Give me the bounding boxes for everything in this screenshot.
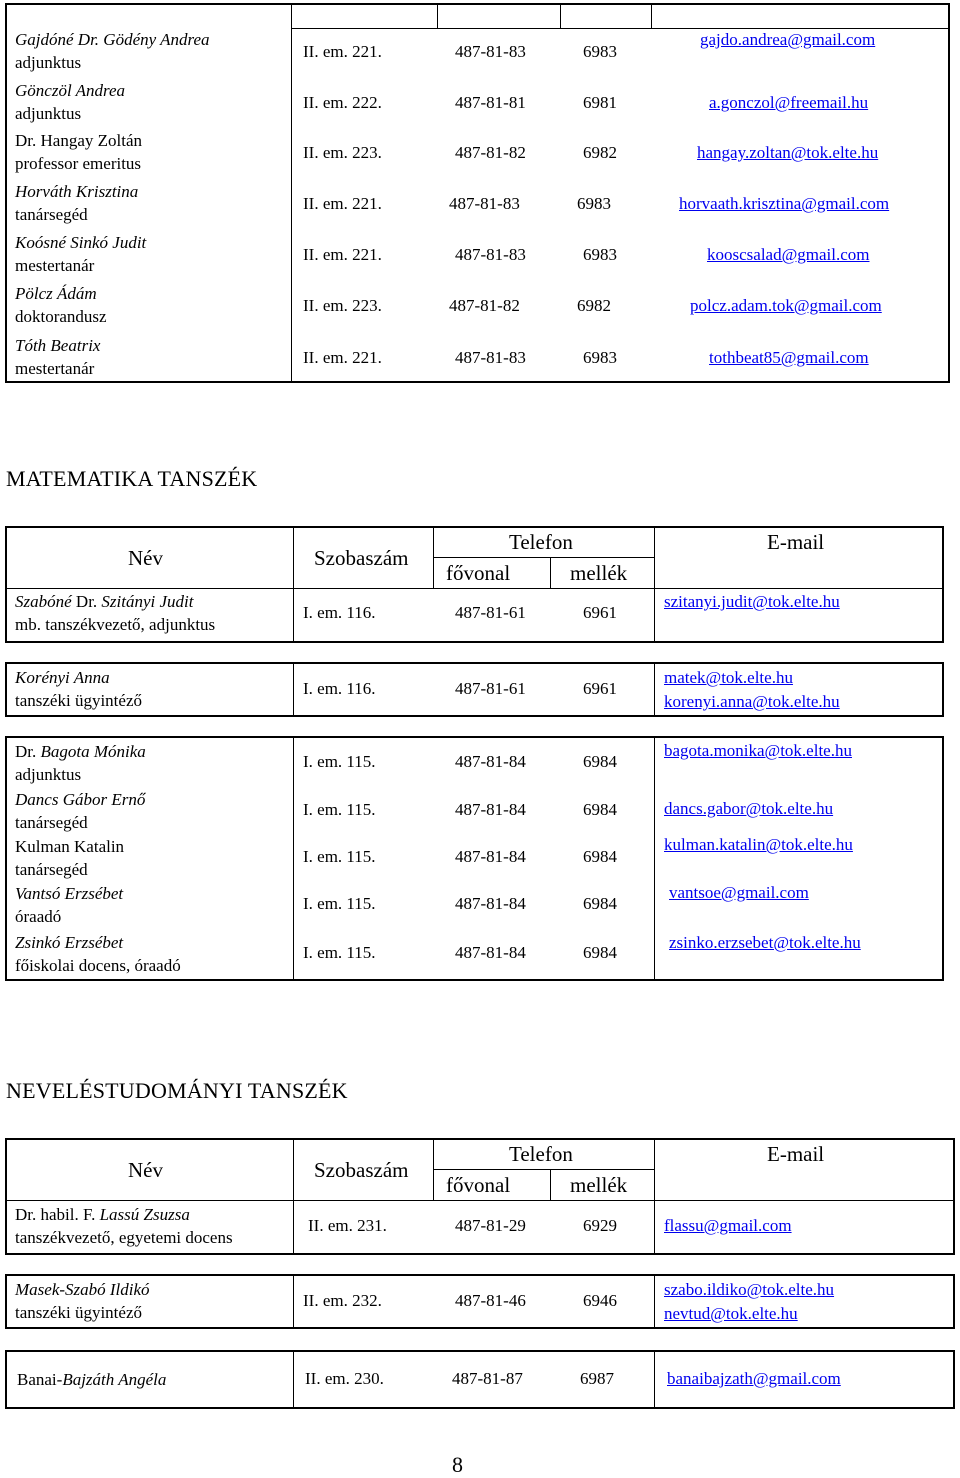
email-link[interactable]: kooscsalad@gmail.com xyxy=(707,245,870,264)
staff-role: óraadó xyxy=(15,907,62,926)
neveles-head-row-rule xyxy=(5,1200,955,1201)
staff-role: adjunktus xyxy=(15,104,82,123)
room: II. em. 223. xyxy=(303,296,382,315)
main-line: 487-81-83 xyxy=(449,194,520,213)
staff-name-block xyxy=(15,882,123,928)
room: II. em. 223. xyxy=(303,143,382,162)
section-title-neveles: NEVELÉSTUDOMÁNYI TANSZÉK xyxy=(6,1078,348,1103)
math-phone-rule-v xyxy=(433,526,434,588)
staff-role: adjunktus xyxy=(15,765,82,784)
name: Masek-Szabó Ildikó xyxy=(15,1280,150,1299)
staff-role: tanársegéd xyxy=(15,813,88,832)
math-admin-col-rule xyxy=(654,662,655,717)
extension: 6929 xyxy=(583,1216,617,1235)
extension: 6984 xyxy=(583,894,617,913)
room: I. em. 115. xyxy=(303,847,376,866)
staff-name-block xyxy=(15,79,125,125)
email-link[interactable]: polcz.adam.tok@gmail.com xyxy=(690,296,882,315)
email-link[interactable]: matek@tok.elte.hu xyxy=(664,668,793,687)
staff-role: professor emeritus xyxy=(15,154,142,173)
staff-name-block xyxy=(15,931,181,977)
header-extension: mellék xyxy=(570,561,628,585)
neveles-phone-rule xyxy=(433,1169,654,1170)
email-link[interactable]: korenyi.anna@tok.elte.hu xyxy=(664,692,840,711)
header-name: Név xyxy=(128,1158,163,1182)
staff-name: Tóth Beatrix xyxy=(15,336,101,355)
staff-name-block xyxy=(15,282,107,328)
main-line: 487-81-61 xyxy=(455,679,526,698)
name-prefix: Banai- xyxy=(17,1370,63,1389)
role: tanszéki ügyintéző xyxy=(15,1303,142,1322)
header-email: E-mail xyxy=(767,1142,825,1166)
email-link[interactable]: hangay.zoltan@tok.elte.hu xyxy=(697,143,879,162)
staff-role: doktorandusz xyxy=(15,307,107,326)
neveles-last-name xyxy=(17,1368,166,1391)
name-rest: Bajzáth Angéla xyxy=(62,1370,167,1389)
room: II. em. 222. xyxy=(303,93,382,112)
staff-role: mestertanár xyxy=(15,256,95,275)
neveles-last-col-rule xyxy=(293,1350,294,1409)
main-line: 487-81-84 xyxy=(455,752,526,771)
math-admin-col-rule xyxy=(293,662,294,717)
email-link[interactable]: nevtud@tok.elte.hu xyxy=(664,1304,798,1323)
section-title-matematika: MATEMATIKA TANSZÉK xyxy=(6,466,258,491)
extension: 6982 xyxy=(583,143,617,162)
extension: 6961 xyxy=(583,603,617,622)
room: I. em. 115. xyxy=(303,800,376,819)
name-dr: Dr. xyxy=(75,592,98,611)
math-staff-col-rule xyxy=(654,736,655,981)
main-line: 487-81-87 xyxy=(452,1369,523,1388)
math-head-col-rule xyxy=(293,526,294,643)
extension: 6983 xyxy=(577,194,611,213)
main-line: 487-81-29 xyxy=(455,1216,526,1235)
neveles-phone-rule-v xyxy=(550,1169,551,1200)
top-table-col-rule xyxy=(560,4,561,28)
staff-name: Kulman Katalin xyxy=(15,837,125,856)
staff-name: Vantsó Erzsébet xyxy=(15,884,124,903)
main-line: 487-81-46 xyxy=(455,1291,526,1310)
staff-name: Dr. Hangay Zoltán xyxy=(15,131,142,150)
extension: 6984 xyxy=(583,847,617,866)
neveles-head-col-rule xyxy=(654,1138,655,1255)
room: II. em. 231. xyxy=(308,1216,387,1235)
top-table-col-rule xyxy=(651,4,652,28)
extension: 6984 xyxy=(583,943,617,962)
header-main-line: fővonal xyxy=(446,561,511,585)
top-table-header-rule xyxy=(291,28,950,29)
email-link[interactable]: gajdo.andrea@gmail.com xyxy=(700,30,876,49)
neveles-phone-rule-v xyxy=(433,1138,434,1200)
email-link[interactable]: tothbeat85@gmail.com xyxy=(709,348,869,367)
room: I. em. 115. xyxy=(303,943,376,962)
staff-role: tanársegéd xyxy=(15,860,88,879)
staff-name: Koósné Sinkó Judit xyxy=(15,233,147,252)
staff-name-block xyxy=(15,28,210,74)
header-extension: mellék xyxy=(570,1173,628,1197)
math-admin-name xyxy=(15,666,142,712)
name-rest: Szitányi Judit xyxy=(101,592,194,611)
staff-name: Dancs Gábor Ernő xyxy=(15,790,146,809)
extension: 6981 xyxy=(583,93,617,112)
main-line: 487-81-61 xyxy=(455,603,526,622)
main-line: 487-81-82 xyxy=(455,143,526,162)
role: tanszéki ügyintéző xyxy=(15,691,142,710)
extension: 6961 xyxy=(583,679,617,698)
header-main-line: fővonal xyxy=(446,1173,511,1197)
room: II. em. 221. xyxy=(303,348,382,367)
main-line: 487-81-84 xyxy=(455,800,526,819)
header-phone: Telefon xyxy=(509,1142,573,1166)
extension: 6983 xyxy=(583,245,617,264)
page-number: 8 xyxy=(452,1452,463,1477)
room: I. em. 116. xyxy=(303,603,376,622)
staff-name: Horváth Krisztina xyxy=(15,182,139,201)
header-room: Szobaszám xyxy=(314,546,409,570)
staff-name: Zsinkó Erzsébet xyxy=(15,933,124,952)
staff-role: mestertanár xyxy=(15,359,95,378)
staff-name-block xyxy=(15,788,145,834)
main-line: 487-81-84 xyxy=(455,894,526,913)
staff-role: tanársegéd xyxy=(15,205,88,224)
room: II. em. 232. xyxy=(303,1291,382,1310)
room: II. em. 221. xyxy=(303,194,382,213)
extension: 6983 xyxy=(583,348,617,367)
math-head-name xyxy=(15,590,215,636)
email-link[interactable]: horvaath.krisztina@gmail.com xyxy=(679,194,890,213)
email-link[interactable]: szitanyi.judit@tok.elte.hu xyxy=(664,592,840,611)
math-staff-col-rule xyxy=(293,736,294,981)
main-line: 487-81-83 xyxy=(455,245,526,264)
staff-name-block xyxy=(15,835,124,881)
staff-role: főiskolai docens, óraadó xyxy=(15,956,181,975)
staff-name-block xyxy=(15,231,146,277)
neveles-admin-col-rule xyxy=(293,1274,294,1329)
header-name: Név xyxy=(128,546,163,570)
math-head-col-rule xyxy=(654,526,655,643)
room: II. em. 230. xyxy=(305,1369,384,1388)
email-link[interactable]: bagota.monika@tok.elte.hu xyxy=(664,741,852,760)
room: I. em. 115. xyxy=(303,752,376,771)
email-link[interactable]: a.gonczol@freemail.hu xyxy=(709,93,869,112)
email-link[interactable]: banaibajzath@gmail.com xyxy=(667,1369,841,1388)
main-line: 487-81-83 xyxy=(455,348,526,367)
name-prefix: Szabóné xyxy=(15,592,72,611)
neveles-admin-col-rule xyxy=(654,1274,655,1329)
name-prefix: Dr. habil. F. xyxy=(15,1205,96,1224)
header-phone: Telefon xyxy=(509,530,573,554)
staff-name-block xyxy=(15,334,100,380)
role: mb. tanszékvezető, adjunktus xyxy=(15,615,216,634)
room: I. em. 115. xyxy=(303,894,376,913)
main-line: 487-81-81 xyxy=(455,93,526,112)
main-line: 487-81-84 xyxy=(455,847,526,866)
extension: 6983 xyxy=(583,42,617,61)
neveles-last-col-rule xyxy=(654,1350,655,1409)
staff-name: Gönczöl Andrea xyxy=(15,81,126,100)
extension: 6982 xyxy=(577,296,611,315)
header-room: Szobaszám xyxy=(314,1158,409,1182)
room: I. em. 116. xyxy=(303,679,376,698)
staff-name-block xyxy=(15,180,138,226)
name-rest: Lassú Zsuzsa xyxy=(99,1205,190,1224)
room: II. em. 221. xyxy=(303,245,382,264)
staff-name: Bagota Mónika xyxy=(40,742,146,761)
staff-name-block xyxy=(15,740,146,786)
neveles-head-col-rule xyxy=(293,1138,294,1255)
main-line: 487-81-82 xyxy=(449,296,520,315)
email-link[interactable]: dancs.gabor@tok.elte.hu xyxy=(664,799,834,818)
staff-name-block xyxy=(15,129,142,175)
extension: 6946 xyxy=(583,1291,617,1310)
email-link[interactable]: vantsoe@gmail.com xyxy=(669,883,809,902)
staff-name: Gajdóné Dr. Gödény Andrea xyxy=(15,30,210,49)
email-link[interactable]: zsinko.erzsebet@tok.elte.hu xyxy=(669,933,861,952)
email-link[interactable]: flassu@gmail.com xyxy=(664,1216,792,1235)
email-link[interactable]: kulman.katalin@tok.elte.hu xyxy=(664,835,853,854)
math-phone-rule xyxy=(433,557,654,558)
staff-role: adjunktus xyxy=(15,53,82,72)
role: tanszékvezető, egyetemi docens xyxy=(15,1228,233,1247)
top-table-divider xyxy=(291,3,292,383)
extension: 6987 xyxy=(580,1369,614,1388)
extension: 6984 xyxy=(583,752,617,771)
math-phone-rule-v xyxy=(550,557,551,588)
main-line: 487-81-84 xyxy=(455,943,526,962)
email-link[interactable]: szabo.ildiko@tok.elte.hu xyxy=(664,1280,835,1299)
main-line: 487-81-83 xyxy=(455,42,526,61)
name-dr: Dr. xyxy=(15,742,37,761)
top-table-col-rule xyxy=(437,4,438,28)
header-email: E-mail xyxy=(767,530,825,554)
math-head-row-rule xyxy=(5,588,944,589)
neveles-admin-name xyxy=(15,1278,150,1324)
name: Korényi Anna xyxy=(15,668,110,687)
extension: 6984 xyxy=(583,800,617,819)
neveles-head-name xyxy=(15,1203,233,1249)
staff-name: Pölcz Ádám xyxy=(15,284,97,303)
room: II. em. 221. xyxy=(303,42,382,61)
